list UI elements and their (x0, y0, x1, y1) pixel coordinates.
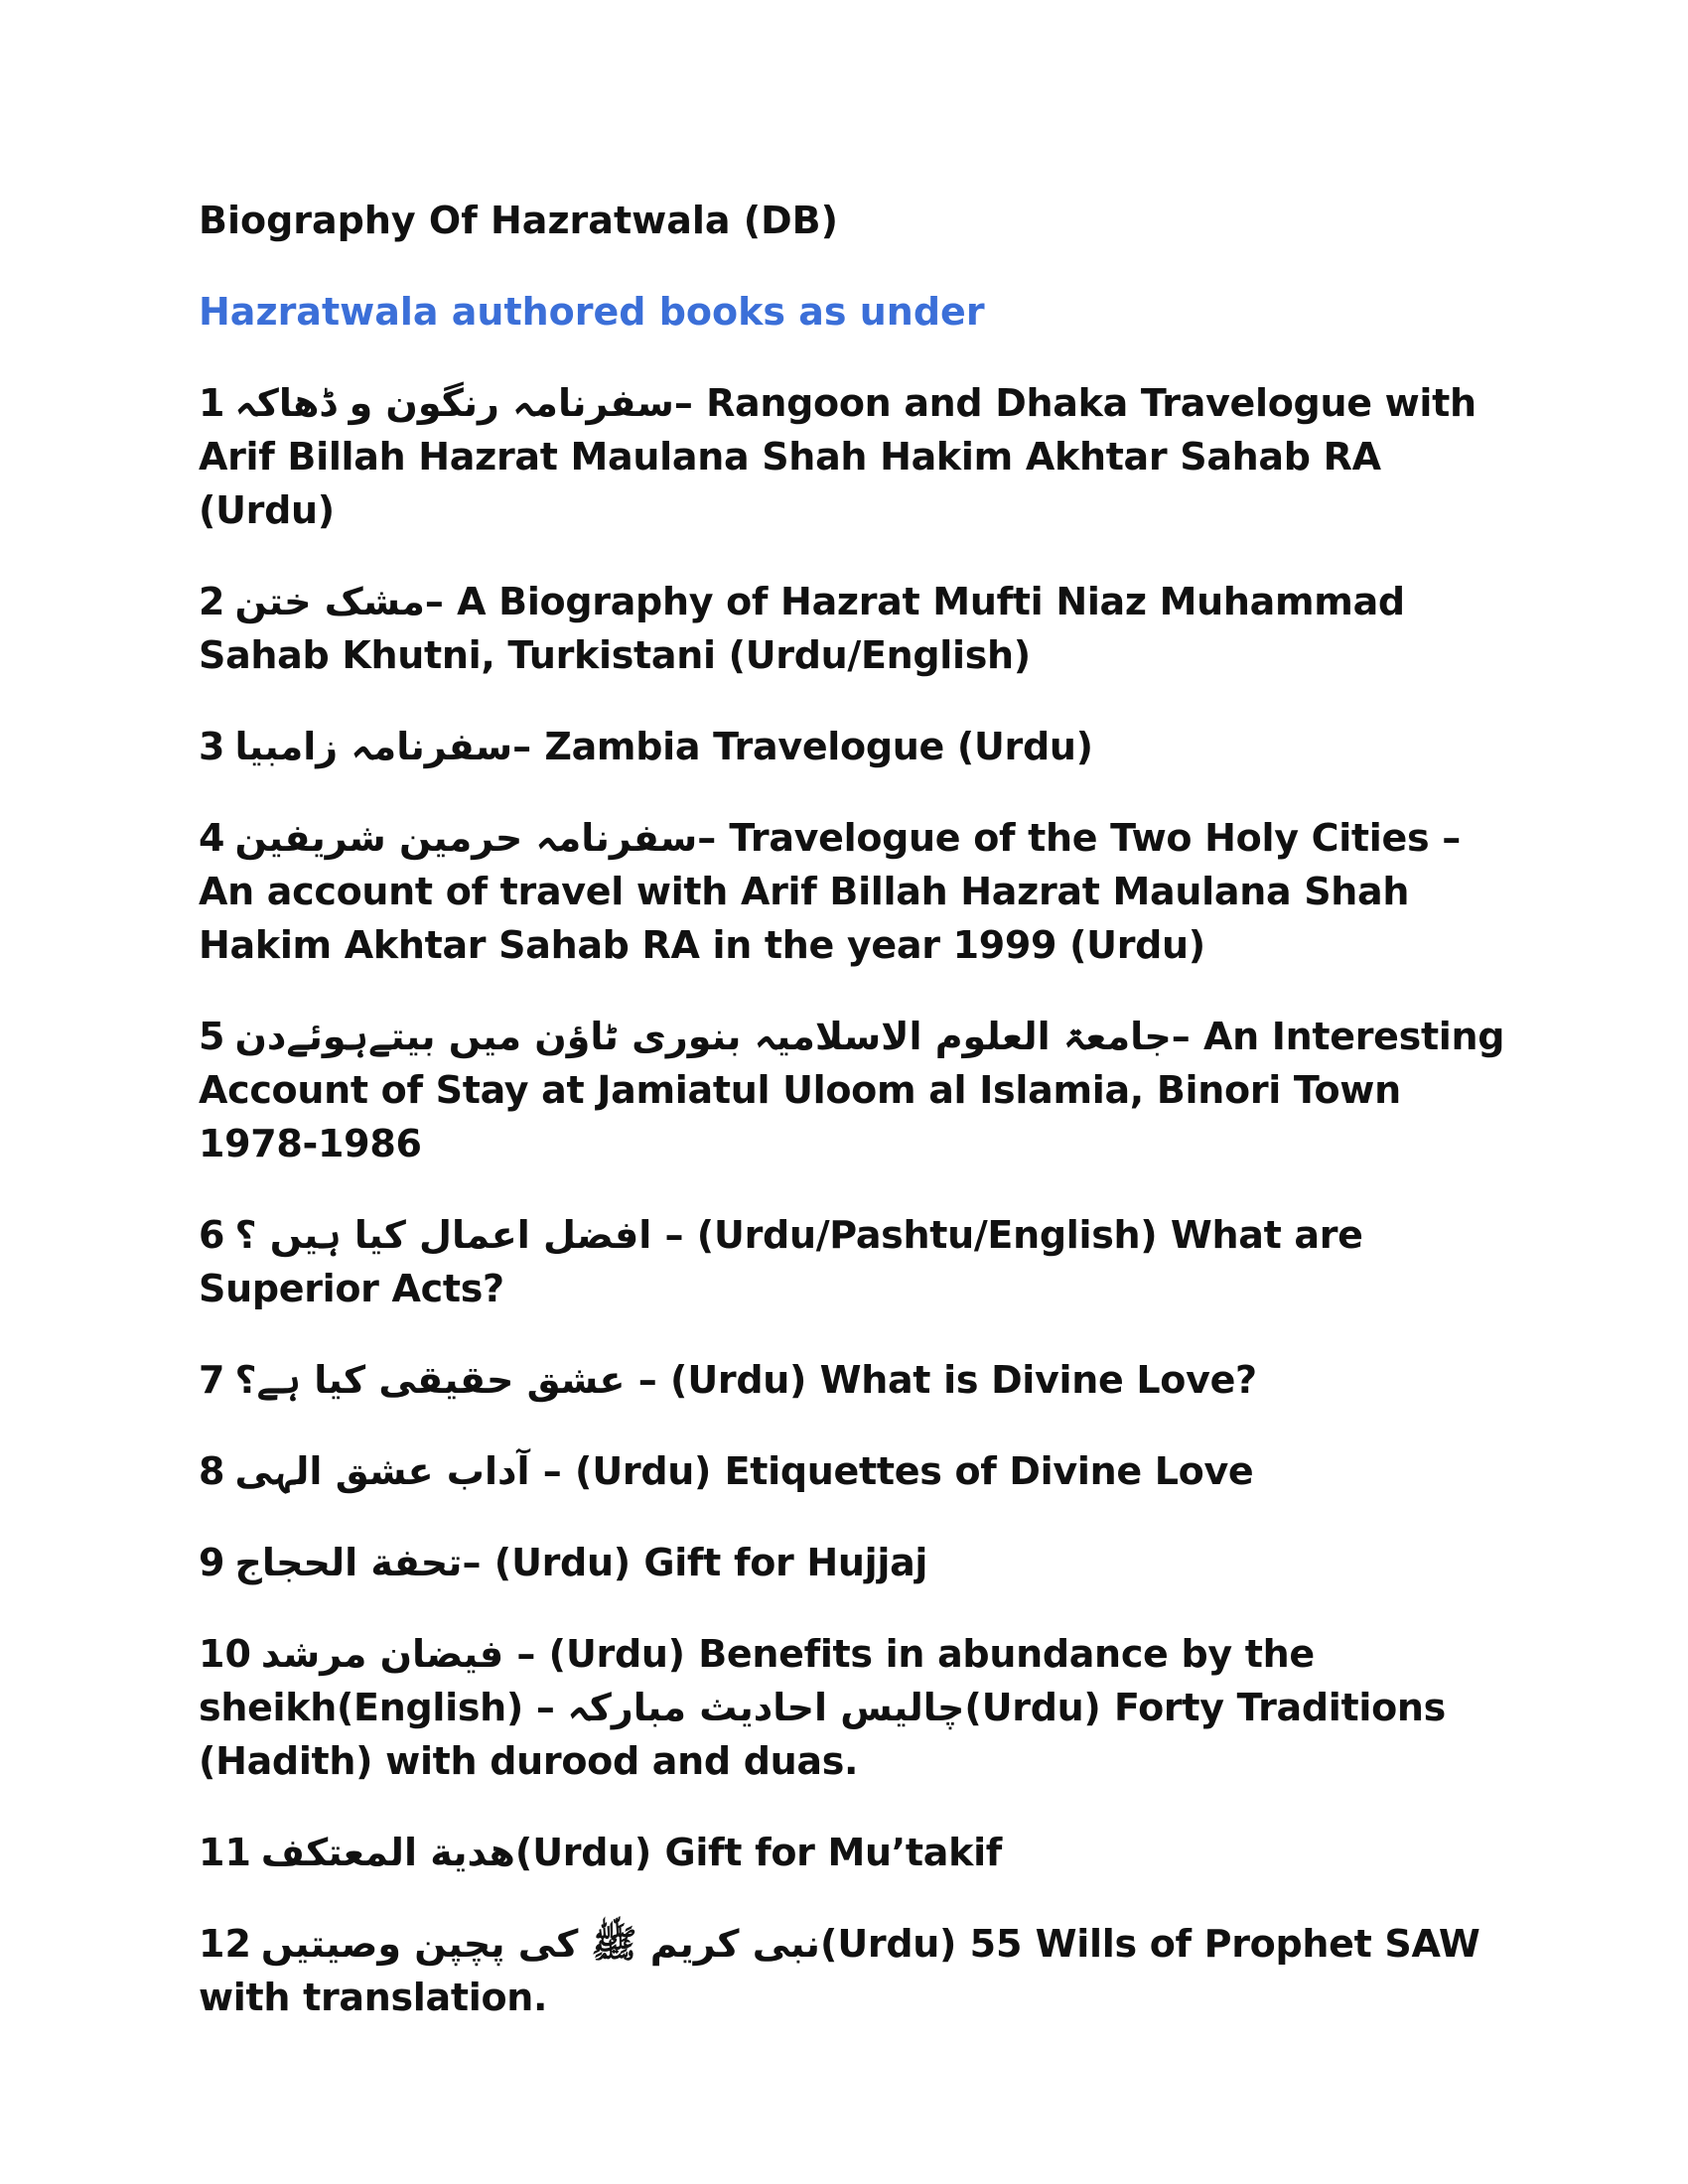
book-entry (199, 811, 1509, 972)
book-description: (Urdu) 55 Wills of Prophet SAW with translation. (199, 1922, 1480, 2019)
book-number: 6 (199, 1213, 225, 1257)
book-description: – (Urdu/Pashtu/English) What are Superior Acts? (199, 1213, 1363, 1310)
book-entry (199, 1444, 1509, 1498)
book-urdu-title: سفرنامہ رنگون و ڈھاکہ (234, 381, 674, 425)
book-description: – (Urdu) Gift for Hujjaj (462, 1541, 928, 1584)
book-description: (Urdu) Gift for Mu’takif (514, 1831, 1003, 1874)
book-entry (199, 720, 1509, 773)
book-urdu-title: آداب عشق الہی (234, 1449, 530, 1493)
book-number: 3 (199, 725, 225, 768)
book-number: 7 (199, 1358, 225, 1402)
book-entry (199, 376, 1509, 537)
book-urdu-title: نبی کریم ﷺ کی پچپن وصیتیں (260, 1922, 820, 1966)
book-urdu-title: سفرنامہ زامبیا (234, 725, 513, 768)
document-page (199, 194, 1509, 2062)
book-number: 2 (199, 580, 225, 623)
book-urdu-title: جامعۃ العلوم الاسلامیہ بنوری ٹاؤن میں بیتےہوئےدن (234, 1015, 1172, 1058)
book-entry (199, 1917, 1509, 2024)
book-description: – (Urdu) What is Divine Love? (625, 1358, 1257, 1402)
page-title: Biography Of Hazratwala (DB) (199, 199, 838, 242)
book-description: – (Urdu) Benefits in abundance by the sheikh(English) – (199, 1632, 1315, 1729)
book-entry (199, 1353, 1509, 1407)
book-urdu-title: سفرنامہ حرمین شریفین (234, 816, 698, 860)
book-entry (199, 1536, 1509, 1589)
book-urdu-title: هدية المعتكف (260, 1831, 515, 1874)
book-entry (199, 1208, 1509, 1315)
book-entry (199, 1627, 1509, 1788)
book-description: – (Urdu) Etiquettes of Divine Love (529, 1449, 1254, 1493)
book-description: – Zambia Travelogue (Urdu) (512, 725, 1093, 768)
book-number: 11 (199, 1831, 251, 1874)
book-number: 10 (199, 1632, 251, 1676)
book-number: 12 (199, 1922, 251, 1966)
book-urdu-title: عشق حقیقی کیا ہے؟ (234, 1358, 626, 1402)
book-description-secondary: (Urdu) Forty Traditions (Hadith) with durood and duas. (199, 1686, 1446, 1783)
book-urdu-title: افضل اعمال کیا ہیں ؟ (234, 1213, 652, 1257)
book-number: 5 (199, 1015, 225, 1058)
book-urdu-title-secondary: چالیس احادیث مبارکہ (567, 1686, 965, 1729)
book-description: – Rangoon and Dhaka Travelogue with Arif Billah Hazrat Maulana Shah Hakim Akhtar Sahab RA (Urdu) (199, 381, 1477, 532)
book-entry (199, 575, 1509, 682)
section-heading: Hazratwala authored books as under (199, 290, 985, 334)
book-description: – Travelogue of the Two Holy Cities – An account of travel with Arif Billah Hazrat Maulana Shah Hakim Akhtar Sahab RA in the year 1999 (Urdu) (199, 816, 1461, 967)
book-urdu-title: مشک ختن (234, 580, 425, 623)
book-number: 1 (199, 381, 225, 425)
book-entry (199, 1010, 1509, 1170)
book-urdu-title: فیضان مرشد (260, 1632, 504, 1676)
book-description: – An Interesting Account of Stay at Jamiatul Uloom al Islamia, Binori Town 1978-1986 (199, 1015, 1505, 1165)
book-entry (199, 1826, 1509, 1879)
book-urdu-title: تحفة الحجاج (234, 1541, 463, 1584)
book-number: 4 (199, 816, 225, 860)
book-number: 8 (199, 1449, 225, 1493)
book-description: – A Biography of Hazrat Mufti Niaz Muhammad Sahab Khutni, Turkistani (Urdu/English) (199, 580, 1405, 677)
book-number: 9 (199, 1541, 225, 1584)
